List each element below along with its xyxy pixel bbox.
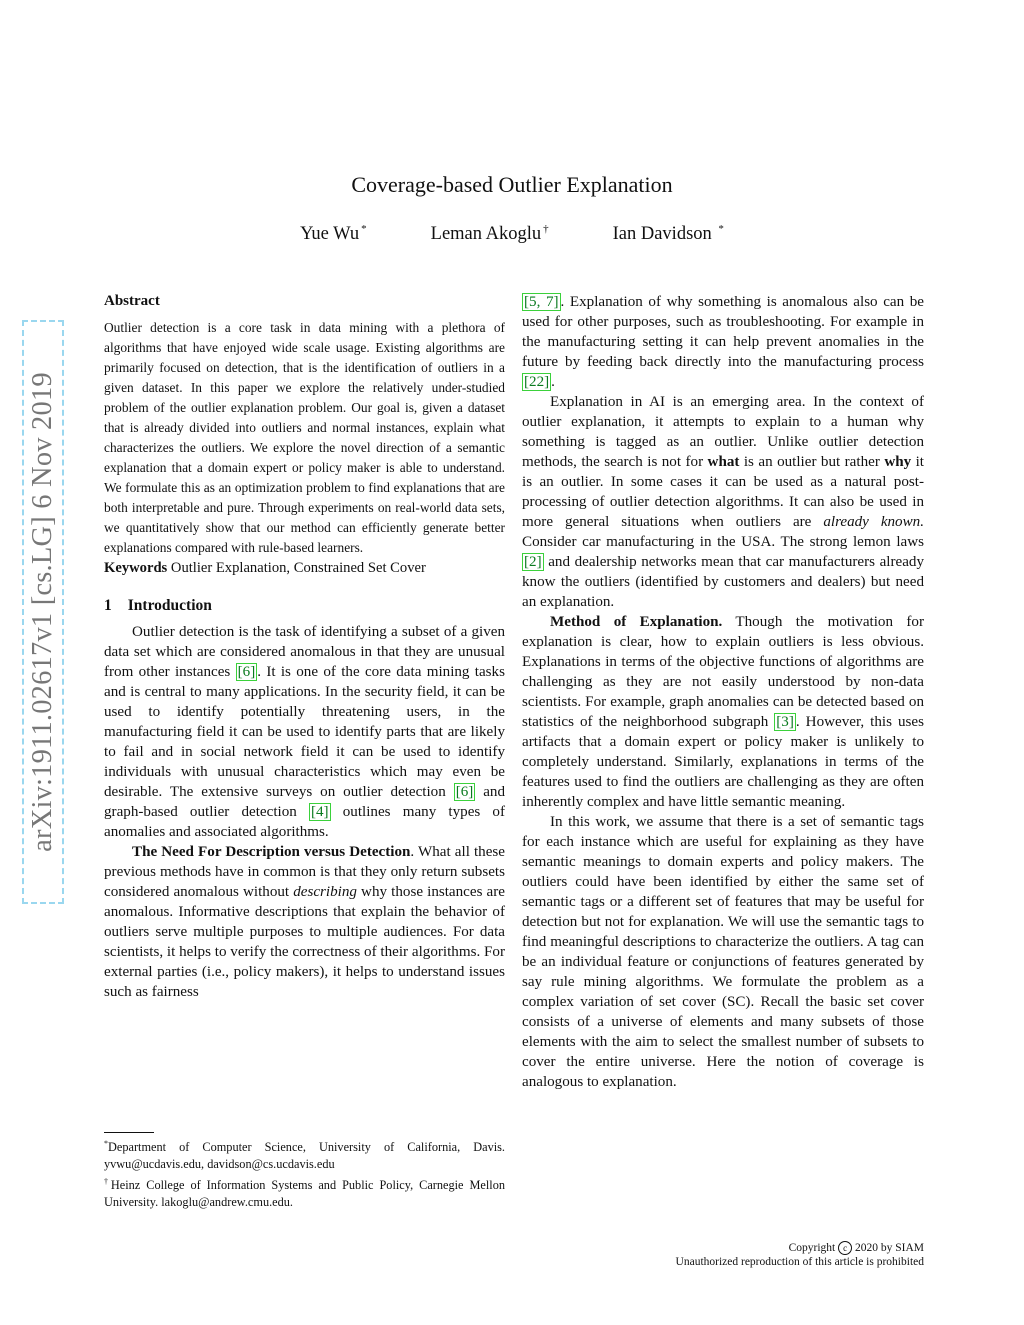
author: Ian Davidson * <box>612 223 724 245</box>
section-heading: 1 Introduction <box>104 597 212 614</box>
right-paragraph-2: Explanation in AI is an emerging area. In the context of outlier explanation, it attempts to explain to a human why something is tagged as an outlier. Unlike outlier detection methods, the search is not for what is an outlier but rather why it is an outlier. In some cases it can be used as a natural post-processing of outlier detection algorithms. It can also be used in more general situations when outliers are already known. Consider car manufacturing in the USA. The strong lemon laws [2] and dealership networks mean that car manufacturers already know the outliers (identified by customers and dealers) but need an explanation. <box>522 394 924 610</box>
arxiv-stamp-text: arXiv:1911.02617v1 [cs.LG] 6 Nov 2019 <box>27 372 59 852</box>
footnote-1: *Department of Computer Science, University of California, Davis. yvwu@ucdavis.edu, davidson@cs.ucdavis.edu <box>104 1139 505 1172</box>
footnote-2: †Heinz College of Information Systems and Public Policy, Carnegie Mellon University. lakoglu@andrew.cmu.edu. <box>104 1177 506 1210</box>
abstract-heading: Abstract <box>104 293 160 309</box>
copyright-notice <box>676 1241 924 1269</box>
author-list <box>0 223 1024 245</box>
footnote-rule <box>104 1132 154 1133</box>
citation-link[interactable]: [4] <box>310 804 329 820</box>
left-column <box>104 292 505 1002</box>
right-paragraph-3: Method of Explanation. Though the motivation for explanation is clear, how to explain outliers is less obvious. Explanations in terms of the objective functions of algorithms are challenging as they are not easily understood by non-data scientists. For example, graph anomalies can be detected based on statistics of the neighborhood subgraph [3] . However, this uses artifacts that a domain expert or policy maker is unlikely to completely understand. Similarly, explanations in terms of the features used to find the outliers are challenging as they are often inherently complex and have little semantic meaning. <box>522 614 924 810</box>
arxiv-stamp[interactable] <box>22 320 64 904</box>
intro-paragraph-1: Outlier detection is the task of identifying a subset of a given data set which are considered anomalous in that they are unusual from other instances [6] . It is one of the core data mining tasks and is central to many applications. In the security field, it can be used to identify potentially threatening users, in the manufacturing field it can be used to identify parts that are likely to fail and in social network field it can be used to identify individuals with unusual characteristics which may even be desirable. The extensive surveys on outlier detection [6] and graph-based outlier detection [4] outlines many types of anomalies and associated algorithms. <box>104 624 506 840</box>
abstract-text: Outlier detection is a core task in data mining with a plethora of algorithms that have enjoyed wide scale usage. Existing algorithms are primarily focused on detection, that is the identification of outliers in a given dataset. In this paper we explore the relatively under-studied problem of the outlier explanation problem. Our goal is, given a dataset that is already divided into outliers and normal instances, explain what characterizes the outliers. We explore the novel direction of a semantic explanation that a domain expert or policy maker is able to understand. We formulate this as an optimization problem to find explanations that are both interpretable and pure. Through experiments on real-world data sets, we quantitatively show that our method can efficiently generate better explanations compared with rule-based learners. <box>104 320 505 555</box>
citation-link[interactable]: [22] <box>524 374 550 390</box>
citation-link[interactable]: [3] <box>776 714 794 730</box>
paper-title: Coverage-based Outlier Explanation <box>351 172 673 197</box>
author: Yue Wu * <box>300 223 367 245</box>
author: Leman Akoglu † <box>430 223 549 245</box>
citation-link[interactable]: [6] <box>455 784 474 800</box>
footnotes <box>104 1132 505 1211</box>
right-paragraph-4: In this work, we assume that there is a set of semantic tags for each instance which are useful for explaining as they have semantic meanings to domain experts and policy makers. The outliers could have been identified by either the same set of semantic tags or a different set of features that may be useful for detection but not for explanation. We will use the semantic tags to find meaningful descriptions to characterize the outliers. A tag can be an individual feature or conjunctions of features generated by say rule mining algorithms. We formulate the problem as a complex variation of set cover (SC). Recall the basic set cover consists of a universe of elements and many subsets of those elements with the aim to select the smallest number of subsets to cover the entire universe. Here the notion of coverage is analogous to explanation. <box>522 814 924 1090</box>
copyright-line-1: Copyright c 2020 by SIAM <box>788 1242 924 1254</box>
copyright-line-2: Unauthorized reproduction of this article is prohibited <box>675 1256 924 1268</box>
copyright-symbol: c <box>838 1241 852 1255</box>
right-paragraph-1: [5, 7] . Explanation of why something is anomalous also can be used for other purposes, such as troubleshooting. For example in the manufacturing setting it can help prevent anomalies in the future by feeding back directly into the manufacturing process [22] . <box>522 294 924 390</box>
keywords: Keywords Outlier Explanation, Constrained Set Cover <box>104 560 426 576</box>
citation-link[interactable]: [2] <box>524 554 542 570</box>
citation-link[interactable]: [5, 7] <box>524 294 559 310</box>
citation-link[interactable]: [6] <box>237 664 256 680</box>
right-column <box>522 292 924 1092</box>
intro-paragraph-2: The Need For Description versus Detection. What all these previous methods have in common is that they only return subsets considered anomalous without describing why those instances are anomalous. Informative descriptions that explain the behavior of outliers serve multiple purposes to multiple audiences. For data scientists, it helps to verify the correctness of their algorithms. For external parties (i.e., policy makers), it helps to understand issues such as fairness <box>104 844 505 1000</box>
